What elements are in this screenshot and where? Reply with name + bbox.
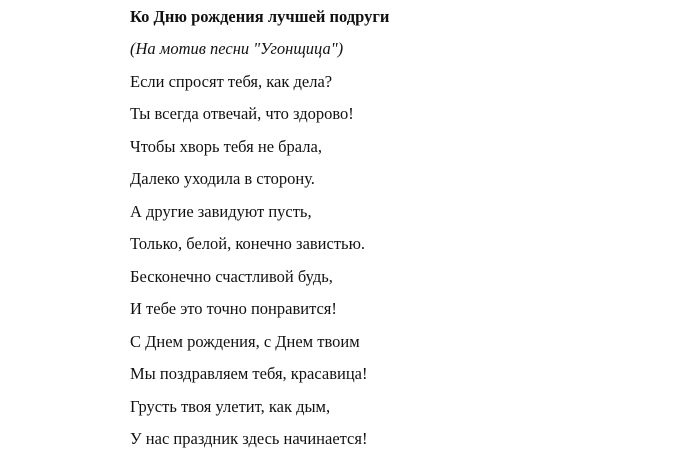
poem-line: Далеко уходила в сторону. bbox=[130, 169, 315, 188]
document-body bbox=[130, 4, 670, 451]
poem-line: А другие завидуют пусть, bbox=[130, 201, 312, 221]
poem-line: Бесконечно счастливой будь, bbox=[130, 266, 333, 286]
poem-line: Грусть твоя улетит, как дым, bbox=[130, 396, 331, 416]
poem-title: Ко Дню рождения лучшей подруги bbox=[130, 7, 390, 26]
poem-subtitle: (На мотив песни "Угонщица") bbox=[130, 39, 344, 58]
poem-lines bbox=[130, 69, 670, 452]
poem-line: Только, белой, конечно завистью. bbox=[130, 234, 366, 253]
poem-line: Ты всегда отвечай, что здорово! bbox=[130, 104, 354, 123]
poem-line: И тебе это точно понравится! bbox=[130, 299, 337, 318]
poem-line: Если спросят тебя, как дела? bbox=[130, 71, 333, 91]
poem-line: Мы поздравляем тебя, красавица! bbox=[130, 364, 368, 383]
poem-line: У нас праздник здесь начинается! bbox=[130, 429, 368, 448]
poem-line: Чтобы хворь тебя не брала, bbox=[130, 136, 322, 156]
poem-line: С Днем рождения, с Днем твоим bbox=[130, 331, 360, 351]
